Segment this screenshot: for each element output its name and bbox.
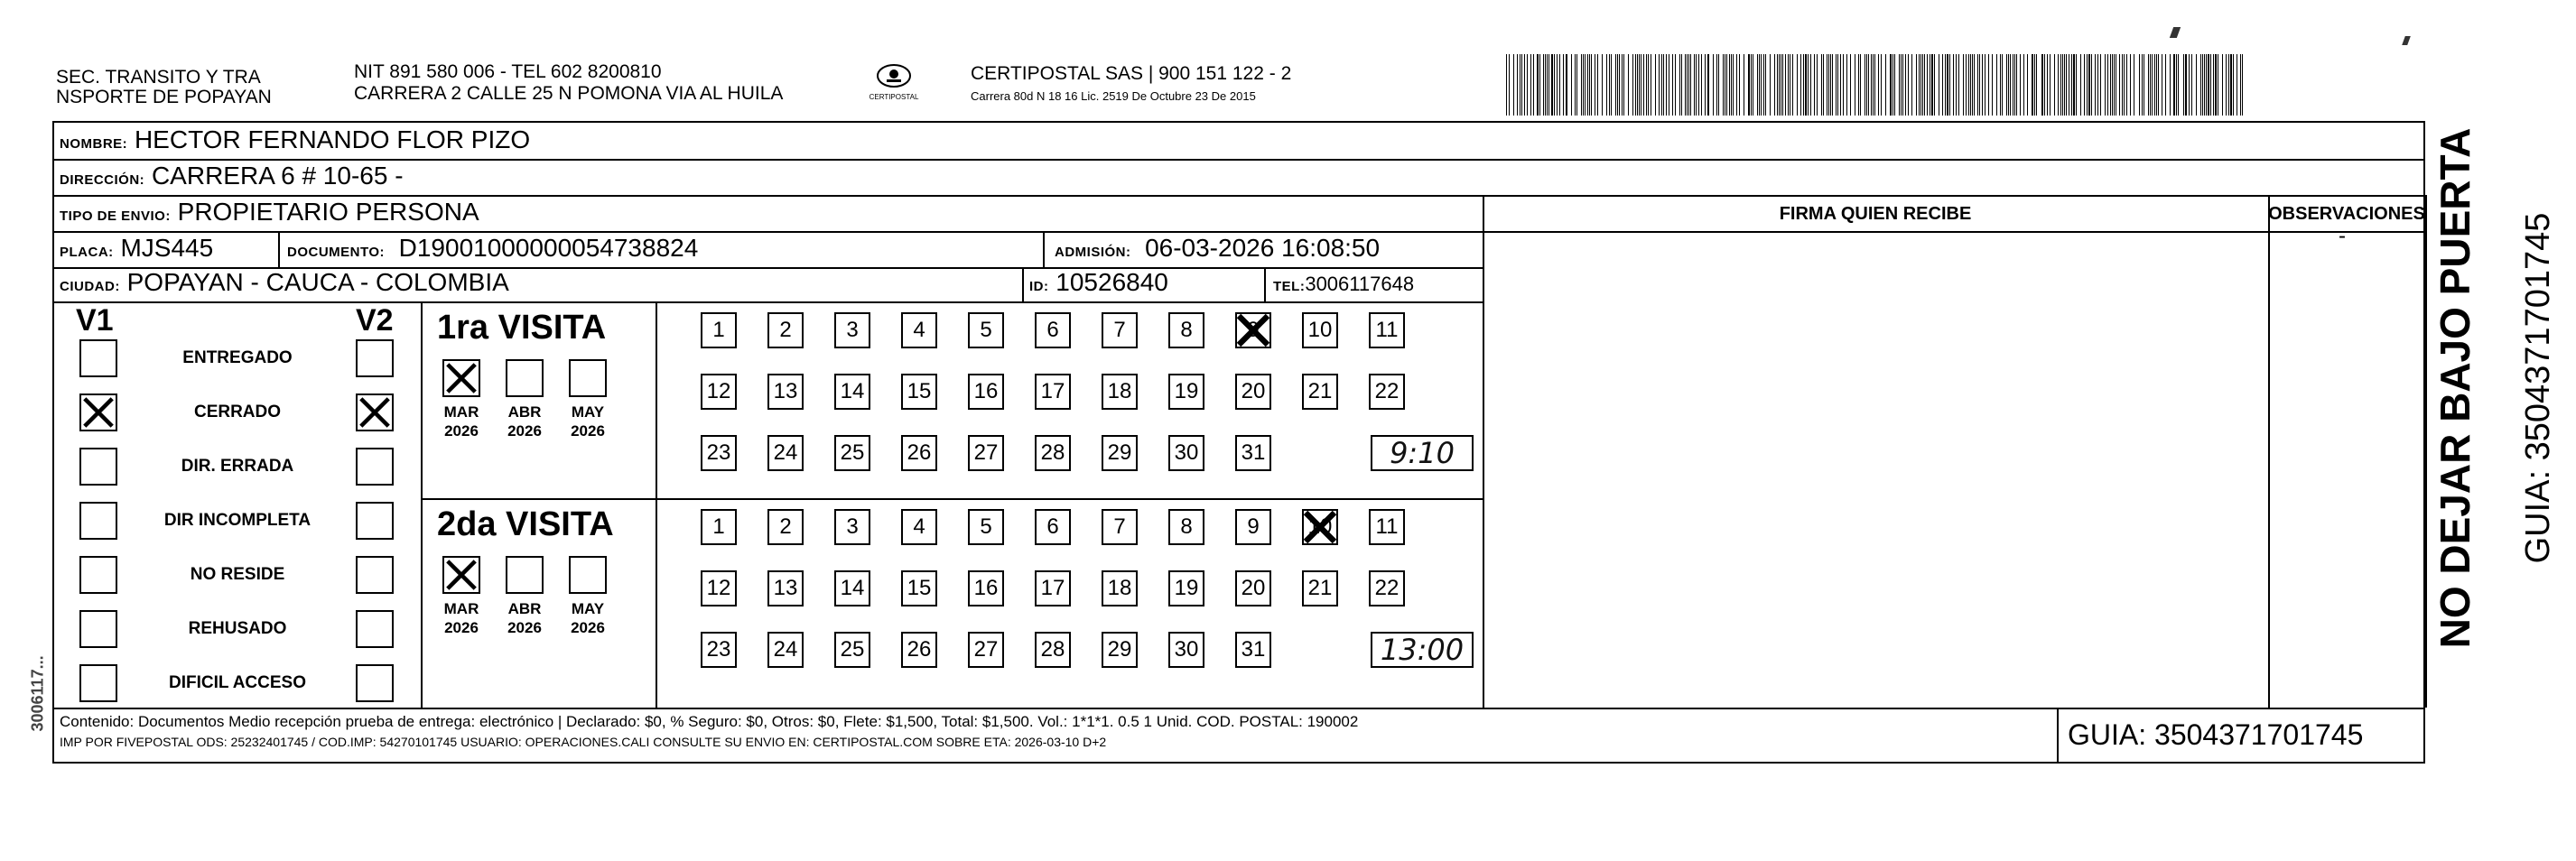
status-v2-checkbox[interactable]: [356, 339, 394, 377]
barcode-bar: [1672, 54, 1673, 116]
barcode-bar: [1894, 54, 1895, 116]
visit2-day-4[interactable]: 4: [901, 509, 937, 545]
carrier-line-2: Carrera 80d N 18 16 Lic. 2519 De Octubre 23 De 2015: [971, 89, 1256, 103]
visit1-month-checkbox[interactable]: [442, 359, 480, 397]
status-v2-checkbox[interactable]: [356, 610, 394, 648]
visit1-day-17[interactable]: 17: [1035, 374, 1071, 410]
month-year: 2026: [507, 422, 542, 440]
barcode-bar: [1521, 54, 1522, 116]
visit2-day-30[interactable]: 30: [1168, 632, 1204, 668]
barcode-bar: [1868, 54, 1869, 116]
barcode-bar: [2047, 54, 2048, 116]
barcode-bar: [1632, 54, 1633, 116]
left-edge-text: 3006117...: [28, 655, 47, 732]
id-row: [1029, 267, 1168, 302]
type-row: [60, 197, 479, 232]
status-v2-checkbox[interactable]: [356, 556, 394, 594]
barcode-bar: [1821, 54, 1822, 116]
barcode-bar: [2066, 54, 2067, 116]
tel-value: 3006117648: [1305, 273, 1415, 295]
visit1-day-30[interactable]: 30: [1168, 435, 1204, 471]
visit2-month-label: [565, 599, 610, 637]
visit2-day-13[interactable]: 13: [767, 570, 804, 606]
visit1-day-23[interactable]: 23: [701, 435, 737, 471]
status-v1-checkbox[interactable]: [79, 339, 117, 377]
plate-row: [60, 233, 213, 268]
signature-header: FIRMA QUIEN RECIBE: [1779, 204, 1972, 224]
visit1-month-label: [565, 403, 610, 440]
barcode-bar: [2105, 54, 2106, 116]
observations-right-border: [2425, 195, 2427, 708]
barcode-bar: [1979, 54, 1980, 116]
barcode-bar: [1810, 54, 1811, 116]
visit2-day-1[interactable]: 1: [701, 509, 737, 545]
barcode-bar: [1696, 54, 1697, 116]
visit2-day-31[interactable]: 31: [1235, 632, 1271, 668]
barcode-bar: [1797, 54, 1798, 116]
admission-label: ADMISIÓN:: [1055, 245, 1131, 260]
barcode-bar: [1761, 54, 1762, 116]
visit2-time-value: 13:00: [1380, 633, 1465, 667]
visit2-day-28[interactable]: 28: [1035, 632, 1071, 668]
issuer-line-1: SEC. TRANSITO Y TRA: [56, 67, 261, 88]
month-year: 2026: [444, 619, 479, 636]
visit2-month-label: [502, 599, 547, 637]
address-label: DIRECCIÓN:: [60, 172, 145, 188]
visit2-day-11[interactable]: 11: [1369, 509, 1405, 545]
form-frame: [52, 121, 2425, 764]
status-v1-checkbox[interactable]: [79, 448, 117, 486]
barcode-bar: [1963, 54, 1964, 116]
visit1-day-26[interactable]: 26: [901, 435, 937, 471]
visit1-month-label: [439, 403, 484, 440]
row-divider: [54, 301, 1483, 303]
row-divider: [54, 159, 2425, 161]
visit2-time-box[interactable]: [1371, 632, 1474, 668]
row-divider: [2268, 231, 2425, 233]
barcode-bar: [1513, 54, 1514, 116]
scan-speck: [2402, 36, 2411, 45]
barcode-bar: [1733, 54, 1734, 116]
type-value: PROPIETARIO PERSONA: [177, 198, 479, 226]
visit2-day-27[interactable]: 27: [968, 632, 1004, 668]
barcode-bar: [2122, 54, 2123, 116]
visit1-day-4[interactable]: 4: [901, 312, 937, 348]
visit2-month-checkbox[interactable]: [569, 556, 607, 594]
day-x-mark: [1302, 509, 1338, 545]
barcode-bar: [1931, 54, 1932, 116]
footer-guide-divider: [2057, 708, 2059, 764]
barcode-bar: [1589, 54, 1590, 116]
city-value: POPAYAN - CAUCA - COLOMBIA: [126, 268, 509, 296]
visit2-day-15[interactable]: 15: [901, 570, 937, 606]
barcode-bar: [1748, 54, 1749, 116]
status-v1-checkbox[interactable]: [79, 393, 117, 431]
barcode-bar: [2240, 54, 2241, 116]
visit2-day-8[interactable]: 8: [1168, 509, 1204, 545]
visit2-day-18[interactable]: 18: [1102, 570, 1138, 606]
barcode-bar: [1916, 54, 1917, 116]
barcode-bar: [1890, 54, 1891, 116]
visit1-day-11[interactable]: 11: [1369, 312, 1405, 348]
barcode-bar: [1836, 54, 1837, 116]
month-name: MAY: [571, 600, 605, 617]
id-label: ID:: [1029, 279, 1049, 294]
status-option-label: DIR. ERRADA: [181, 457, 294, 476]
visit2-day-17[interactable]: 17: [1035, 570, 1071, 606]
x-mark-icon: [1235, 312, 1271, 348]
status-v2-checkbox[interactable]: [356, 502, 394, 540]
barcode-bar: [2186, 54, 2187, 116]
id-value: 10526840: [1056, 268, 1168, 296]
month-name: MAR: [443, 600, 479, 617]
address-row: [60, 161, 404, 196]
visit1-day-24[interactable]: 24: [767, 435, 804, 471]
visit2-day-20[interactable]: 20: [1235, 570, 1271, 606]
barcode-bar: [1920, 54, 1921, 116]
logo-text: CERTIPOSTAL: [869, 93, 919, 101]
visit2-day-24[interactable]: 24: [767, 632, 804, 668]
footer-line-1: Contenido: Documentos Medio recepción prueba de entrega: electrónico | Declarado: $0, % Seguro: $0, Otros: $0, Flete: $1,500, Total: $1,500. Vol.: 1*1*1. 0.5 1 Unid. COD. POSTAL: 190002: [60, 713, 1359, 730]
barcode-bar: [1563, 54, 1564, 116]
barcode-bar: [1687, 54, 1688, 116]
barcode-bar: [2230, 54, 2231, 116]
barcode-bar: [1506, 54, 1507, 116]
x-mark-icon: [1302, 509, 1338, 545]
visit1-day-29[interactable]: 29: [1102, 435, 1138, 471]
status-v2-checkbox[interactable]: [356, 393, 394, 431]
admission-divider: [1043, 231, 1045, 267]
barcode-bar: [1637, 54, 1638, 116]
barcode-bar: [1905, 54, 1906, 116]
barcode-bar: [1554, 54, 1555, 116]
barcode-bar: [1726, 54, 1727, 116]
visit2-day-7[interactable]: 7: [1102, 509, 1138, 545]
visit1-day-25[interactable]: 25: [834, 435, 870, 471]
visit2-day-10[interactable]: 10: [1302, 509, 1338, 545]
barcode-bar: [1956, 54, 1957, 116]
barcode-bar: [1705, 54, 1706, 116]
logo-icon: [876, 63, 912, 88]
observations-header: OBSERVACIONES: [2268, 204, 2425, 224]
visit1-day-21[interactable]: 21: [1302, 374, 1338, 410]
status-option-label: REHUSADO: [188, 619, 287, 638]
status-v1-checkbox[interactable]: [79, 556, 117, 594]
barcode-bar: [2016, 54, 2017, 116]
barcode-bar: [1655, 54, 1656, 116]
barcode-bar: [1902, 54, 1903, 116]
visit2-day-14[interactable]: 14: [834, 570, 870, 606]
month-year: 2026: [444, 422, 479, 440]
visit1-day-19[interactable]: 19: [1168, 374, 1204, 410]
visit1-day-13[interactable]: 13: [767, 374, 804, 410]
barcode-bar: [2095, 54, 2096, 116]
type-label: TIPO DE ENVIO:: [60, 208, 171, 224]
barcode-bar: [1860, 54, 1861, 116]
status-v1-label: V1: [76, 303, 114, 338]
barcode-bar: [1874, 54, 1875, 116]
visit2-day-23[interactable]: 23: [701, 632, 737, 668]
visit2-day-26[interactable]: 26: [901, 632, 937, 668]
status-v1-checkbox[interactable]: [79, 610, 117, 648]
barcode-bar: [1648, 54, 1649, 116]
barcode-bar: [2080, 54, 2081, 116]
barcode-bar: [2088, 54, 2089, 116]
visit2-day-3[interactable]: 3: [834, 509, 870, 545]
barcode-bar: [2119, 54, 2120, 116]
visit2-title: 2da VISITA: [437, 505, 614, 543]
visit1-day-1[interactable]: 1: [701, 312, 737, 348]
visit1-day-8[interactable]: 8: [1168, 312, 1204, 348]
barcode-bar: [1988, 54, 1989, 116]
barcode-bar: [2058, 54, 2059, 116]
visit1-day-27[interactable]: 27: [968, 435, 1004, 471]
visit2-day-25[interactable]: 25: [834, 632, 870, 668]
visit2-day-21[interactable]: 21: [1302, 570, 1338, 606]
barcode-bar: [1622, 54, 1623, 116]
barcode-bar: [1837, 54, 1838, 116]
visit1-time-value: 9:10: [1390, 436, 1455, 470]
visit1-day-7[interactable]: 7: [1102, 312, 1138, 348]
barcode-bar: [1619, 54, 1620, 116]
visit2-day-2[interactable]: 2: [767, 509, 804, 545]
visit1-time-box[interactable]: [1371, 435, 1474, 471]
visit1-day-3[interactable]: 3: [834, 312, 870, 348]
barcode-bar: [1566, 54, 1567, 116]
month-name: MAR: [443, 403, 479, 421]
barcode-bar: [1947, 54, 1948, 116]
barcode-bar: [2097, 54, 2098, 116]
visit1-month-checkbox[interactable]: [506, 359, 544, 397]
status-v1-checkbox[interactable]: [79, 502, 117, 540]
visit-divider: [656, 301, 657, 708]
barcode-bar: [1530, 54, 1531, 116]
footer-guide: GUIA: 3504371701745: [2068, 718, 2364, 751]
visit1-day-2[interactable]: 2: [767, 312, 804, 348]
document-row: [287, 233, 698, 268]
barcode-bar: [2200, 54, 2201, 116]
address-value: CARRERA 6 # 10-65 -: [151, 162, 404, 190]
status-divider: [421, 301, 423, 708]
status-v2-checkbox[interactable]: [356, 448, 394, 486]
nit-line-2: CARRERA 2 CALLE 25 N POMONA VIA AL HUILA: [354, 83, 784, 104]
barcode-bar: [1977, 54, 1978, 116]
barcode-bar: [1606, 54, 1607, 116]
barcode-bar: [1846, 54, 1847, 116]
visit1-day-15[interactable]: 15: [901, 374, 937, 410]
barcode-bar: [2062, 54, 2063, 116]
scan-speck: [2170, 27, 2181, 38]
visit1-title: 1ra VISITA: [437, 309, 607, 347]
barcode-bar: [1731, 54, 1732, 116]
side-guide: GUIA: 3504371701745: [2519, 212, 2557, 564]
barcode-bar: [2002, 54, 2003, 116]
barcode-bar: [2073, 54, 2074, 116]
barcode-bar: [2158, 54, 2159, 116]
visit2-day-12[interactable]: 12: [701, 570, 737, 606]
x-mark-icon: [81, 395, 116, 430]
barcode-bar: [1992, 54, 1993, 116]
barcode-bar: [2130, 54, 2131, 116]
visit1-day-28[interactable]: 28: [1035, 435, 1071, 471]
barcode-bar: [1663, 54, 1664, 116]
barcode-bar: [1591, 54, 1592, 116]
barcode-bar: [1718, 54, 1719, 116]
day-x-mark: [1235, 312, 1271, 348]
name-label: NOMBRE:: [60, 136, 128, 152]
barcode-bar: [1551, 54, 1552, 116]
admission-row: [1055, 233, 1380, 268]
status-v2-checkbox[interactable]: [356, 664, 394, 702]
visit2-month-checkbox[interactable]: [506, 556, 544, 594]
barcode-bar: [2036, 54, 2037, 116]
issuer-line-2: NSPORTE DE POPAYAN: [56, 87, 272, 107]
status-option-label: DIR INCOMPLETA: [163, 511, 312, 530]
barcode-bar: [1576, 54, 1577, 116]
barcode-bar: [2156, 54, 2157, 116]
barcode-bar: [1585, 54, 1586, 116]
visit1-day-6[interactable]: 6: [1035, 312, 1071, 348]
barcode-bar: [1953, 54, 1954, 116]
status-option-label: ENTREGADO: [182, 348, 293, 367]
city-row: [60, 267, 509, 302]
barcode-bar: [2204, 54, 2205, 116]
plate-value: MJS445: [120, 234, 214, 262]
observations-left-border: [2268, 195, 2270, 708]
barcode-bar: [1774, 54, 1775, 116]
visit1-day-14[interactable]: 14: [834, 374, 870, 410]
visit1-day-20[interactable]: 20: [1235, 374, 1271, 410]
tel-divider: [1264, 267, 1266, 301]
tel-label: TEL:: [1273, 279, 1306, 294]
name-row: [60, 125, 530, 160]
document-value: D19001000000054738824: [398, 234, 699, 262]
visit2-month-checkbox[interactable]: [442, 556, 480, 594]
no-dejar-warning: NO DEJAR BAJO PUERTA: [2432, 127, 2478, 649]
barcode-bar: [1924, 54, 1925, 116]
barcode-bar: [1779, 54, 1780, 116]
nit-line-1: NIT 891 580 006 - TEL 602 8200810: [354, 61, 662, 82]
barcode-bar: [1850, 54, 1851, 116]
barcode-bar: [1814, 54, 1815, 116]
visit2-day-16[interactable]: 16: [968, 570, 1004, 606]
barcode-bar: [1679, 54, 1680, 116]
visit1-day-31[interactable]: 31: [1235, 435, 1271, 471]
name-value: HECTOR FERNANDO FLOR PIZO: [134, 125, 531, 153]
barcode-bar: [2222, 54, 2223, 116]
carrier-line-1: CERTIPOSTAL SAS | 900 151 122 - 2: [971, 63, 1292, 84]
visit1-day-22[interactable]: 22: [1369, 374, 1405, 410]
status-v1-checkbox[interactable]: [79, 664, 117, 702]
barcode-bar: [1873, 54, 1874, 116]
x-mark-icon: [444, 361, 479, 395]
visit2-day-9[interactable]: 9: [1235, 509, 1271, 545]
visit1-day-5[interactable]: 5: [968, 312, 1004, 348]
barcode-bar: [1537, 54, 1538, 116]
barcode-bar: [2044, 54, 2045, 116]
barcode-bar: [1545, 54, 1546, 116]
id-divider: [1022, 267, 1024, 301]
barcode-bar: [1970, 54, 1971, 116]
barcode-bar: [2010, 54, 2011, 116]
x-mark-icon: [358, 395, 392, 430]
status-option-label: CERRADO: [193, 403, 282, 421]
status-option-label: NO RESIDE: [190, 565, 285, 584]
signature-left-border: [1483, 195, 1484, 708]
tel-row: [1273, 269, 1414, 302]
visit2-day-29[interactable]: 29: [1102, 632, 1138, 668]
barcode-bar: [1782, 54, 1783, 116]
visit1-month-label: [502, 403, 547, 440]
month-year: 2026: [507, 619, 542, 636]
barcode-bar: [2208, 54, 2209, 116]
certipostal-logo: [853, 63, 935, 105]
visit1-day-9[interactable]: 9: [1235, 312, 1271, 348]
barcode-bar: [2189, 54, 2190, 116]
visit1-day-18[interactable]: 18: [1102, 374, 1138, 410]
plate-divider: [278, 231, 280, 267]
month-year: 2026: [571, 422, 605, 440]
barcode-bar: [2014, 54, 2015, 116]
city-label: CIUDAD:: [60, 279, 120, 294]
barcode-bar: [1694, 54, 1695, 116]
barcode-bar: [1805, 54, 1806, 116]
visit1-month-checkbox[interactable]: [569, 359, 607, 397]
visit2-day-5[interactable]: 5: [968, 509, 1004, 545]
visit2-day-19[interactable]: 19: [1168, 570, 1204, 606]
barcode-bar: [2178, 54, 2179, 116]
document-label: DOCUMENTO:: [287, 245, 386, 260]
month-year: 2026: [571, 619, 605, 636]
barcode: [1506, 54, 2246, 116]
barcode-bar: [1763, 54, 1764, 116]
visit1-day-10[interactable]: 10: [1302, 312, 1338, 348]
barcode-bar: [1828, 54, 1829, 116]
visit-separator: [421, 498, 1483, 500]
barcode-bar: [2173, 54, 2174, 116]
visit2-month-label: [439, 599, 484, 637]
visit2-day-6[interactable]: 6: [1035, 509, 1071, 545]
status-option-label: DIFICIL ACCESO: [168, 673, 306, 692]
barcode-bar: [2152, 54, 2153, 116]
month-name: MAY: [571, 403, 605, 421]
barcode-bar: [2215, 54, 2216, 116]
visit2-day-22[interactable]: 22: [1369, 570, 1405, 606]
footer-line-2: IMP POR FIVEPOSTAL ODS: 25232401745 / COD.IMP: 54270101745 USUARIO: OPERACIONES.CALI CONSULTE SU ENVIO EN: CERTIPOSTAL.COM SOBRE ETA: 2026-03-10 D+2: [60, 735, 1107, 749]
status-v2-label: V2: [356, 303, 394, 338]
plate-label: PLACA:: [60, 245, 114, 260]
x-mark-icon: [444, 558, 479, 592]
barcode-bar: [2112, 54, 2113, 116]
month-name: ABR: [507, 600, 542, 617]
visit1-day-16[interactable]: 16: [968, 374, 1004, 410]
visit1-day-12[interactable]: 12: [701, 374, 737, 410]
admission-value: 06-03-2026 16:08:50: [1145, 234, 1381, 262]
month-name: ABR: [507, 403, 542, 421]
footer-divider: [54, 708, 2425, 709]
barcode-bar: [1527, 54, 1528, 116]
barcode-bar: [1611, 54, 1612, 116]
barcode-bar: [1707, 54, 1708, 116]
observations-mark: -: [2339, 224, 2346, 248]
